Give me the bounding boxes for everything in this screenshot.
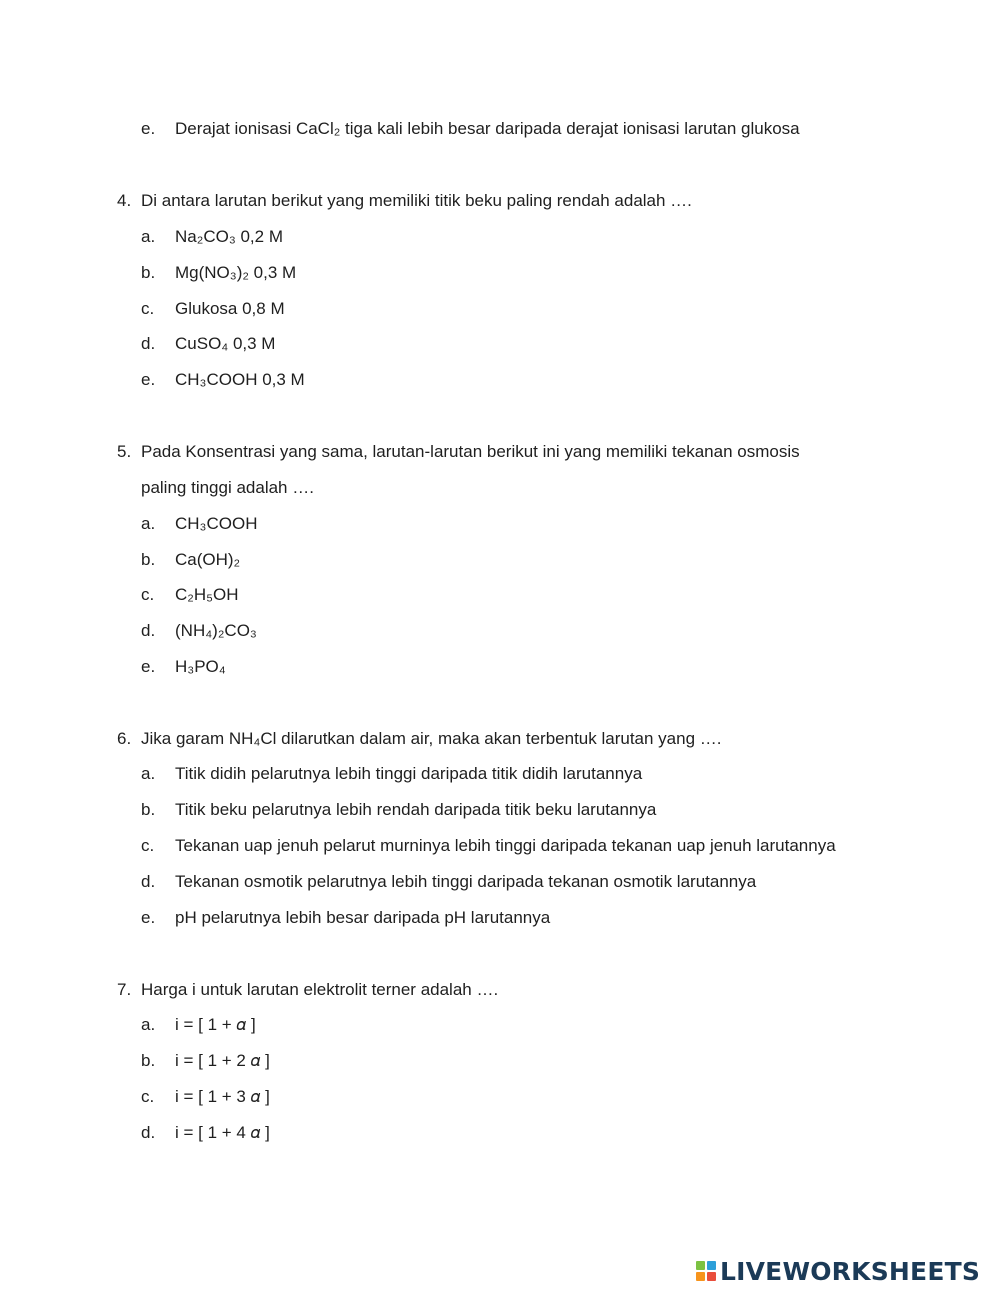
question-text: Jika garam NH₄Cl dilarutkan dalam air, maka akan terbentuk larutan yang …. <box>141 729 722 748</box>
logo-square-orange <box>696 1272 705 1281</box>
option-letter: e. <box>141 657 156 676</box>
option-text: CuSO₄ 0,3 M <box>175 334 276 353</box>
option-text: (NH₄)₂CO₃ <box>175 621 257 640</box>
option-letter: e. <box>141 119 156 138</box>
liveworksheets-logo-icon <box>696 1261 716 1281</box>
option-text: Ca(OH)₂ <box>175 550 241 569</box>
option-letter: c. <box>141 299 155 318</box>
option-text: i = [ 1 + 2 𝛼 ] <box>175 1051 270 1070</box>
option-text: Tekanan uap jenuh pelarut murninya lebih tinggi daripada tekanan uap jenuh larutannya <box>175 836 836 855</box>
option-letter: a. <box>141 1015 156 1034</box>
option-letter: d. <box>141 621 156 640</box>
option-text: Mg(NO₃)₂ 0,3 M <box>175 263 297 282</box>
option-text: Titik beku pelarutnya lebih rendah daripada titik beku larutannya <box>175 800 657 819</box>
option-letter: a. <box>141 764 156 783</box>
logo-square-blue <box>707 1261 716 1270</box>
option-letter: d. <box>141 1123 156 1142</box>
option-letter: b. <box>141 550 156 569</box>
option-letter: c. <box>141 585 155 604</box>
option-letter: b. <box>141 800 156 819</box>
option-letter: d. <box>141 334 156 353</box>
option-letter: c. <box>141 1087 155 1106</box>
option-text: pH pelarutnya lebih besar daripada pH larutannya <box>175 908 551 927</box>
option-text: i = [ 1 + 𝛼 ] <box>175 1015 256 1034</box>
option-letter: c. <box>141 836 155 855</box>
question-number: 6. <box>117 729 132 748</box>
option-letter: b. <box>141 1051 156 1070</box>
option-text: H₃PO₄ <box>175 657 226 676</box>
option-text: Na₂CO₃ 0,2 M <box>175 227 283 246</box>
question-number: 5. <box>117 442 132 461</box>
option-text: i = [ 1 + 4 𝛼 ] <box>175 1123 270 1142</box>
option-letter: e. <box>141 370 156 389</box>
option-text: Derajat ionisasi CaCl₂ tiga kali lebih besar daripada derajat ionisasi larutan glukosa <box>175 119 800 138</box>
question-number: 4. <box>117 191 132 210</box>
option-letter: b. <box>141 263 156 282</box>
question-text: paling tinggi adalah …. <box>141 478 314 497</box>
option-text: Titik didih pelarutnya lebih tinggi daripada titik didih larutannya <box>175 764 643 783</box>
question-text: Di antara larutan berikut yang memiliki titik beku paling rendah adalah …. <box>141 191 692 210</box>
option-text: Glukosa 0,8 M <box>175 299 285 318</box>
option-text: Tekanan osmotik pelarutnya lebih tinggi daripada tekanan osmotik larutannya <box>175 872 757 891</box>
option-letter: a. <box>141 514 156 533</box>
option-text: CH₃COOH <box>175 514 258 533</box>
question-text: Pada Konsentrasi yang sama, larutan-larutan berikut ini yang memiliki tekanan osmosis <box>141 442 800 461</box>
option-text: i = [ 1 + 3 𝛼 ] <box>175 1087 270 1106</box>
option-letter: d. <box>141 872 156 891</box>
question-number: 7. <box>117 980 132 999</box>
option-letter: a. <box>141 227 156 246</box>
logo-square-green <box>696 1261 705 1270</box>
option-text: CH₃COOH 0,3 M <box>175 370 305 389</box>
logo-square-red <box>707 1272 716 1281</box>
liveworksheets-logo[interactable] <box>696 1256 980 1286</box>
question-text: Harga i untuk larutan elektrolit terner adalah …. <box>141 980 499 999</box>
liveworksheets-logo-text: LIVEWORKSHEETS <box>720 1256 981 1286</box>
option-text: C₂H₅OH <box>175 585 239 604</box>
option-letter: e. <box>141 908 156 927</box>
